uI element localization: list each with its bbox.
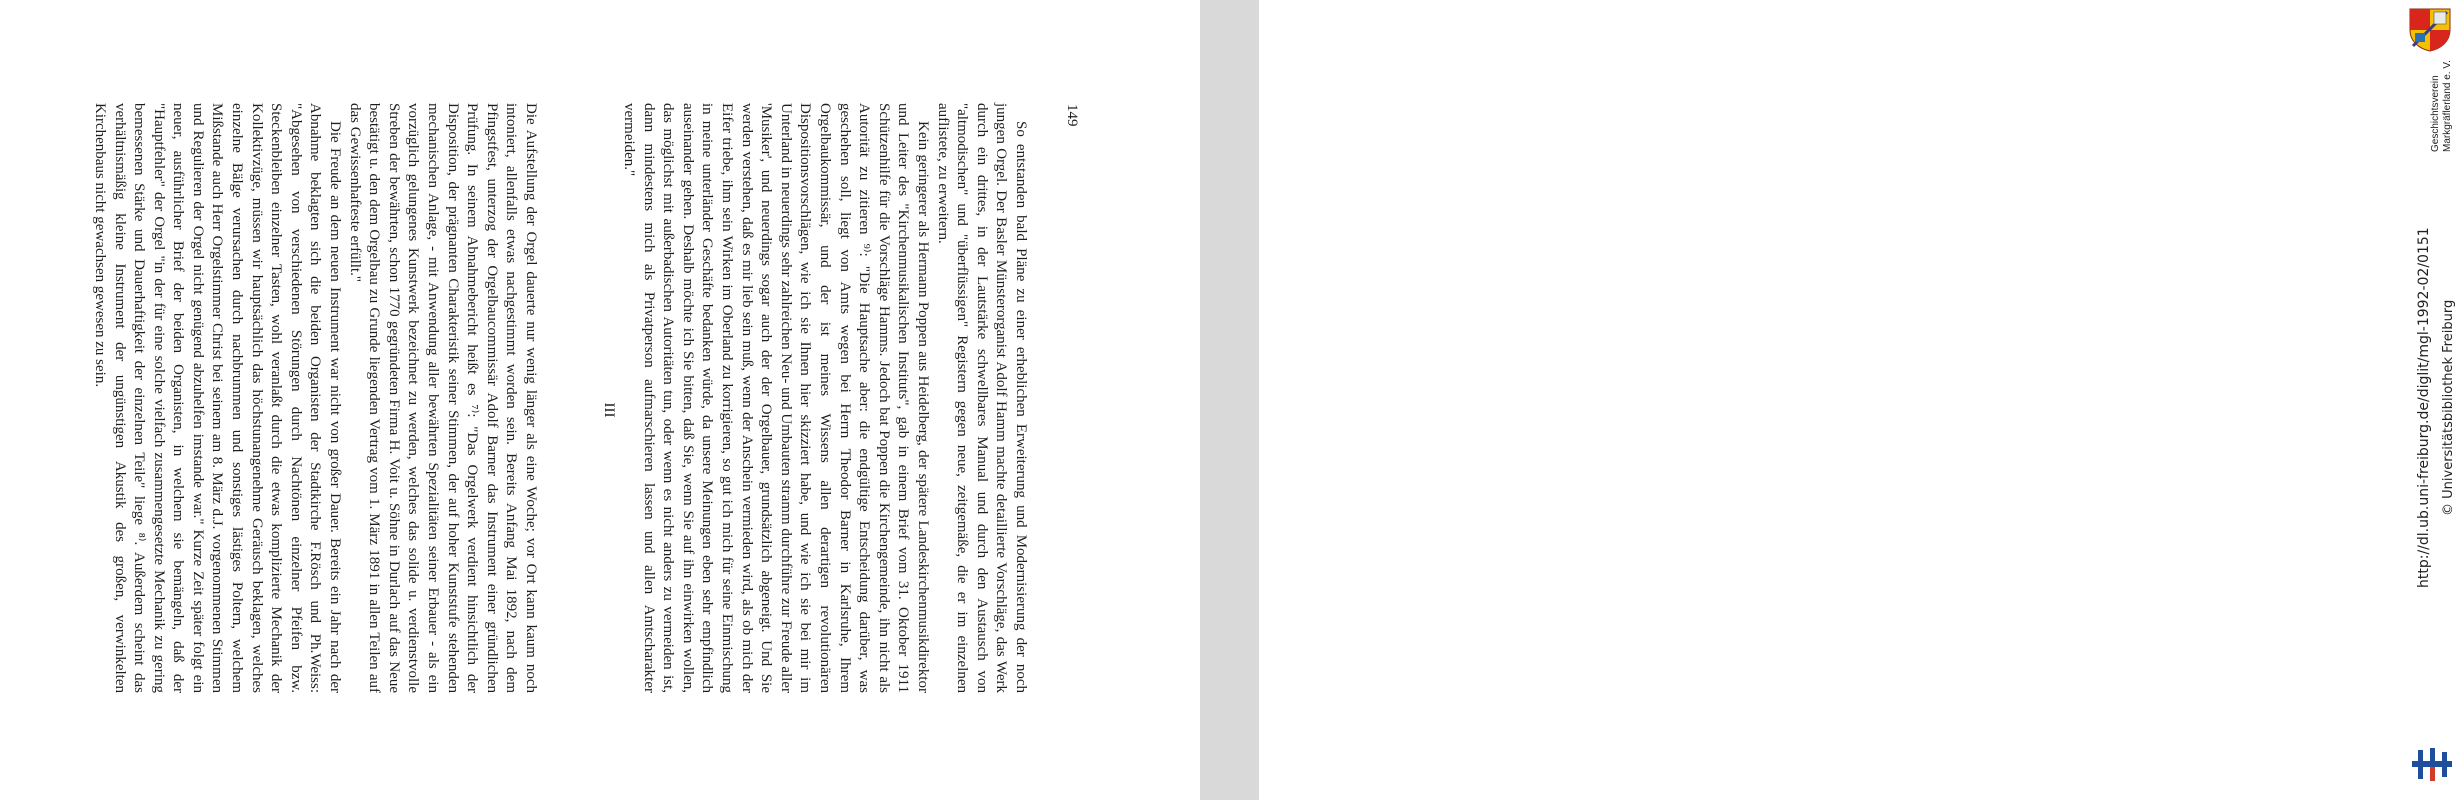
- society-line-2: Markgräflerland e. V.: [2442, 60, 2453, 152]
- viewer-sidebar: [1200, 0, 2456, 800]
- text-column-left: [89, 103, 540, 693]
- permalink-url[interactable]: http://dl.ub.uni-freiburg.de/diglit/mgl-1992-02/0151: [2416, 227, 2432, 588]
- section-heading: III: [601, 402, 617, 418]
- scanned-page: [0, 0, 1200, 800]
- paragraph: Kein geringerer als Hermann Poppen aus Heidelberg, der spätere Landeskirchenmusikdirektor und Leiter des "Kirchenmusikalischen Instituts", gab in einem Brief vom 31. Oktober 1911 Schützenhilfe für die Vorschläge Hamms. Jedoch bat Poppen die Kirchengemeinde, ihn nicht als Autorität zu zitieren ⁹⁾: "Die Hauptsache aber: die endgültige Entscheidung darüber, was geschehen soll, liegt von Amts wegen bei Herrn Theodor Barner in Karlsruhe, Ihrem Orgelbaukommissär, und der ist meines Wissens allen derartigen revolutionären Dispositionsvorschlägen, wie ich sie Ihnen hier skizziert habe, und wie ich sie bei mir im Unterland in neuerdings sehr zahlreichen Neu- und Umbauten stramm durchführe zur Freude aller 'Musiker', und neuerdings sogar auch der der Orgelbauer, grundsätzlich abgeneigt. Und Sie werden verstehen, daß es mir lieb sein muß, wenn der Anschein vermieden wird, als ob mich der Eifer triebe, ihm sein Wirken im Oberland zu korrigieren, so gut ich mich für seine Einmischung in meine unterländer Geschäfte bedanken würde, da unsere Meinungen eben sehr empfindlich auseinander gehen. Deshalb möchte ich Sie bitten, daß Sie, wenn Sie auf ihn einwirken wollen, das möglichst mit außerbadischen Autoritäten tun, oder wenn es nicht anders zu vermeiden ist, dann mindestens mich als Privatperson aufmarschieren lassen und allen Amtscharakter vermeiden.": [621, 103, 932, 693]
- copyright-notice: © Universitätsbibliothek Freiburg: [2441, 299, 2456, 516]
- paragraph: Die Aufstellung der Orgel dauerte nur wenig länger als eine Woche; vor Ort kann kaum noch intoniert, allenfalls etwas nachgestimmt worden sein. Bereits Anfang Mai 1892, nach dem Pfingstfest, unterzog der Orgelbaucommissär Adolf Barner das Instrument einer gründlichen Prüfung. In seinem Abnahmebericht heißt es ⁷⁾: "Das Orgelwerk verdient hinsichtlich der Disposition, der prägnanten Charakteristik seiner Stimmen, der auf hoher Kunststufe stehenden mechanischen Anlage, - mit Anwendung aller bewährten Spezialitäten seiner Erbauer - als ein vorzüglich gelungenes Kunstwerk bezeichnet zu werden, welches das solide u. verdienstvolle Streben der bewährten, schon 1770 gegründeten Firma H. Voit u. Söhne in Durlach auf das Neue bestätigt u. den dem Orgelbau zu Grunde liegenden Vertrag vom 1. März 1891 in allen Teilen auf das Gewissenhafteste erfüllt.": [346, 103, 539, 693]
- text-column-right: [619, 103, 1030, 693]
- ub-freiburg-logo-icon: [2410, 744, 2454, 784]
- society-line-1: Geschichtsverein: [2430, 75, 2441, 152]
- paragraph: Die Freude an dem neuen Instrument war nicht von großer Dauer. Bereits ein Jahr nach der Abnahme beklagten sich die beiden Organisten der Stadtkirche F.Rösch und Ph.Weiss: "Abgesehen von verschiedenen Störungen durch Nachtönen einzelner Pfeifen bzw. Steckenbleiben einzelner Tasten, wohl veranlaßt durch die etwas komplizierte Mechanik der Kollektivzüge, müssen wir hauptsächlich das höchstunangenehme Geräusch beklagen, welches einzelne Bälge verursachen durch nachbrummen und sonstiges lästiges Poltern, welchem Mißstande auch Herr Orgelstimmer Christ bei seinem am 8. März d.J. vorgenommenen Stimmen und Regulieren der Orgel nicht genügend abzuhelfen imstande war." Kurze Zeit später folgt ein neuer, ausführlicher Brief der beiden Organisten, in welchem sie bemängeln, daß der "Hauptfehler" der Orgel "in der für eine solche vielfach zusammengesetzte Mechanik zu gering bemessenen Stärke und Dauerhaftigkeit der einzelnen Teile" liege ⁸⁾. Außerdem scheint das verhältnismäßig kleine Instrument der ungünstigen Akustik des großen, verwinkelten Kirchenbaus nicht gewachsen gewesen zu sein.: [91, 103, 344, 693]
- paragraph: So entstanden bald Pläne zu einer erheblichen Erweiterung und Modernisierung der noch jungen Orgel. Der Basler Münsterorganist Adolf Hamm machte detaillierte Vorschläge, das Werk durch ein drittes, in der Lautstärke schwellbares Manual und durch den Austausch von "altmodischen" und "überflüssigen" Registern gegen neue, zeitgemäße, die er im einzelnen auflistete, zu erweitern.: [934, 103, 1029, 693]
- page-number: 149: [1064, 104, 1080, 127]
- society-name: [2430, 42, 2454, 152]
